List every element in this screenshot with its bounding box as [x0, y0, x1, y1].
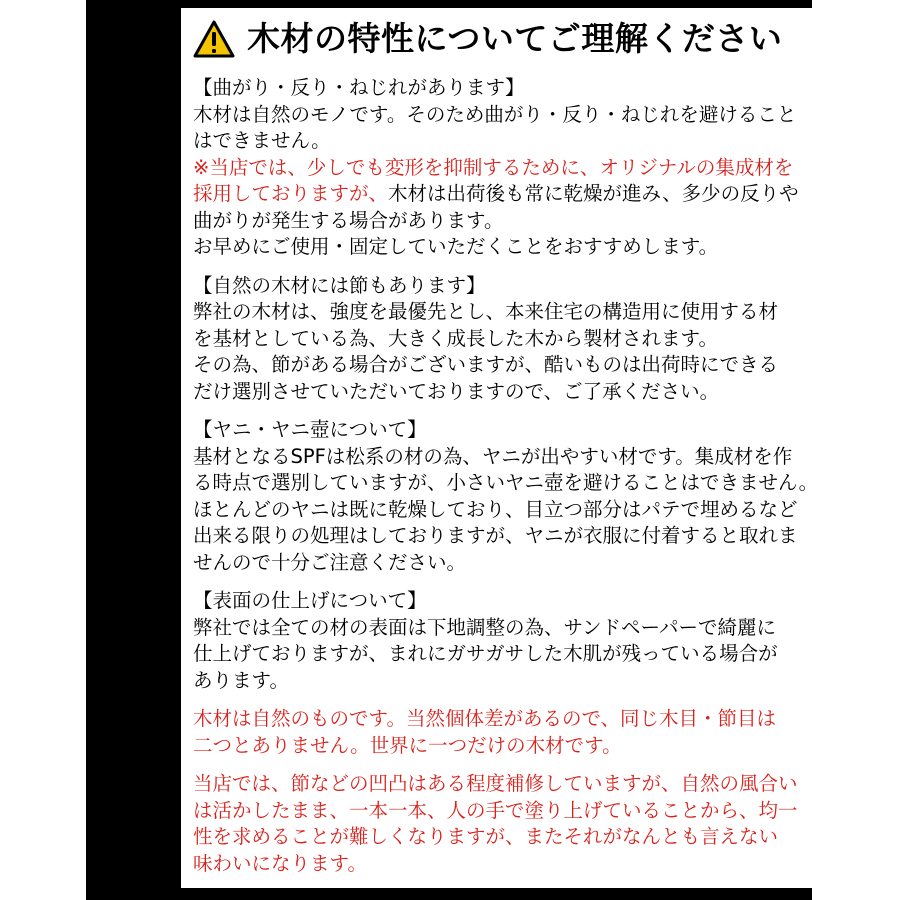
highlight-text: 性を求めることが難しくなりますが、またそれがなんとも言えない	[193, 825, 779, 848]
body-text: ほとんどのヤニは既に乾燥しており、目立つ部分はパテで埋めるなど	[193, 497, 798, 521]
notice-body	[193, 75, 885, 888]
body-text: 木材は出荷後も常に乾燥が進み、多少の反りや	[388, 182, 799, 205]
note-handmade-finish	[193, 771, 885, 877]
body-text: 木材は自然のモノです。そのため曲がり・反り・ねじれを避けること	[193, 102, 797, 126]
body-text: あります。	[193, 668, 289, 692]
body-text: 出来る限りの処理はしておりますが、ヤニが衣服に付着すると取れま	[193, 524, 798, 547]
notice-header	[181, 8, 890, 70]
section-resin	[193, 417, 885, 576]
section-heading: 【表面の仕上げについて】	[193, 589, 427, 612]
section-warping	[193, 75, 885, 261]
body-text: 弊社では全ての材の表面は下地調整の為、サンドペーパーで綺麗に	[193, 615, 777, 639]
body-text: 曲がりが発生する場合があります。	[193, 208, 504, 232]
page-frame	[86, 0, 819, 900]
body-text: る時点で選別していますが、小さいヤニ壺を避けることはできません。	[193, 471, 819, 494]
highlight-text: は活かしたまま、一本一本、人の手で塗り上げていることから、均一	[193, 798, 798, 822]
section-heading: 【曲がり・反り・ねじれがあります】	[193, 76, 525, 99]
body-text: お早めにご使用・固定していただくことをおすすめします。	[193, 235, 719, 258]
section-heading: 【自然の木材には節もあります】	[193, 273, 486, 297]
note-individuality	[193, 706, 885, 759]
highlight-text: 味わいになります。	[193, 851, 367, 875]
body-text: を基材としている為、大きく成長した木から製材されます。	[193, 326, 718, 350]
section-knots	[193, 273, 885, 406]
section-surface-finish	[193, 588, 885, 694]
body-text: だけ選別させていただいておりますので、ご了承ください。	[193, 379, 720, 403]
highlight-text: 当店では、節などの凹凸はある程度補修していますが、自然の風合い	[193, 772, 798, 795]
body-text: はできません。	[193, 129, 331, 152]
body-text: 仕上げておりますが、まれにガサガサした木肌が残っている場合が	[193, 642, 778, 665]
warning-triangle-icon	[193, 20, 235, 58]
notice-panel	[181, 8, 890, 888]
body-text: せんので十分ご注意ください。	[193, 550, 467, 574]
body-text: その為、節がある場合がございますが、酷いものは出荷時にできる	[193, 353, 779, 376]
body-text: 弊社の木材は、強度を最優先とし、本来住宅の構造用に使用する材	[193, 300, 779, 323]
mixed-line	[193, 181, 885, 208]
page-title: 木材の特性についてご理解ください	[247, 19, 783, 58]
highlight-text: ※当店では、少しでも変形を抑制するために、オリジナルの集成材を	[193, 155, 794, 179]
highlight-text: 採用しておりますが、	[193, 182, 389, 205]
highlight-text: 二つとありません。世界に一つだけの木材です。	[193, 733, 622, 757]
highlight-text: 木材は自然のものです。当然個体差があるので、同じ木目・節目は	[193, 707, 777, 730]
section-heading: 【ヤニ・ヤニ壺について】	[193, 418, 427, 441]
body-text: 基材となるSPFは松系の材の為、ヤニが出やすい材です。集成材を作	[193, 444, 793, 468]
